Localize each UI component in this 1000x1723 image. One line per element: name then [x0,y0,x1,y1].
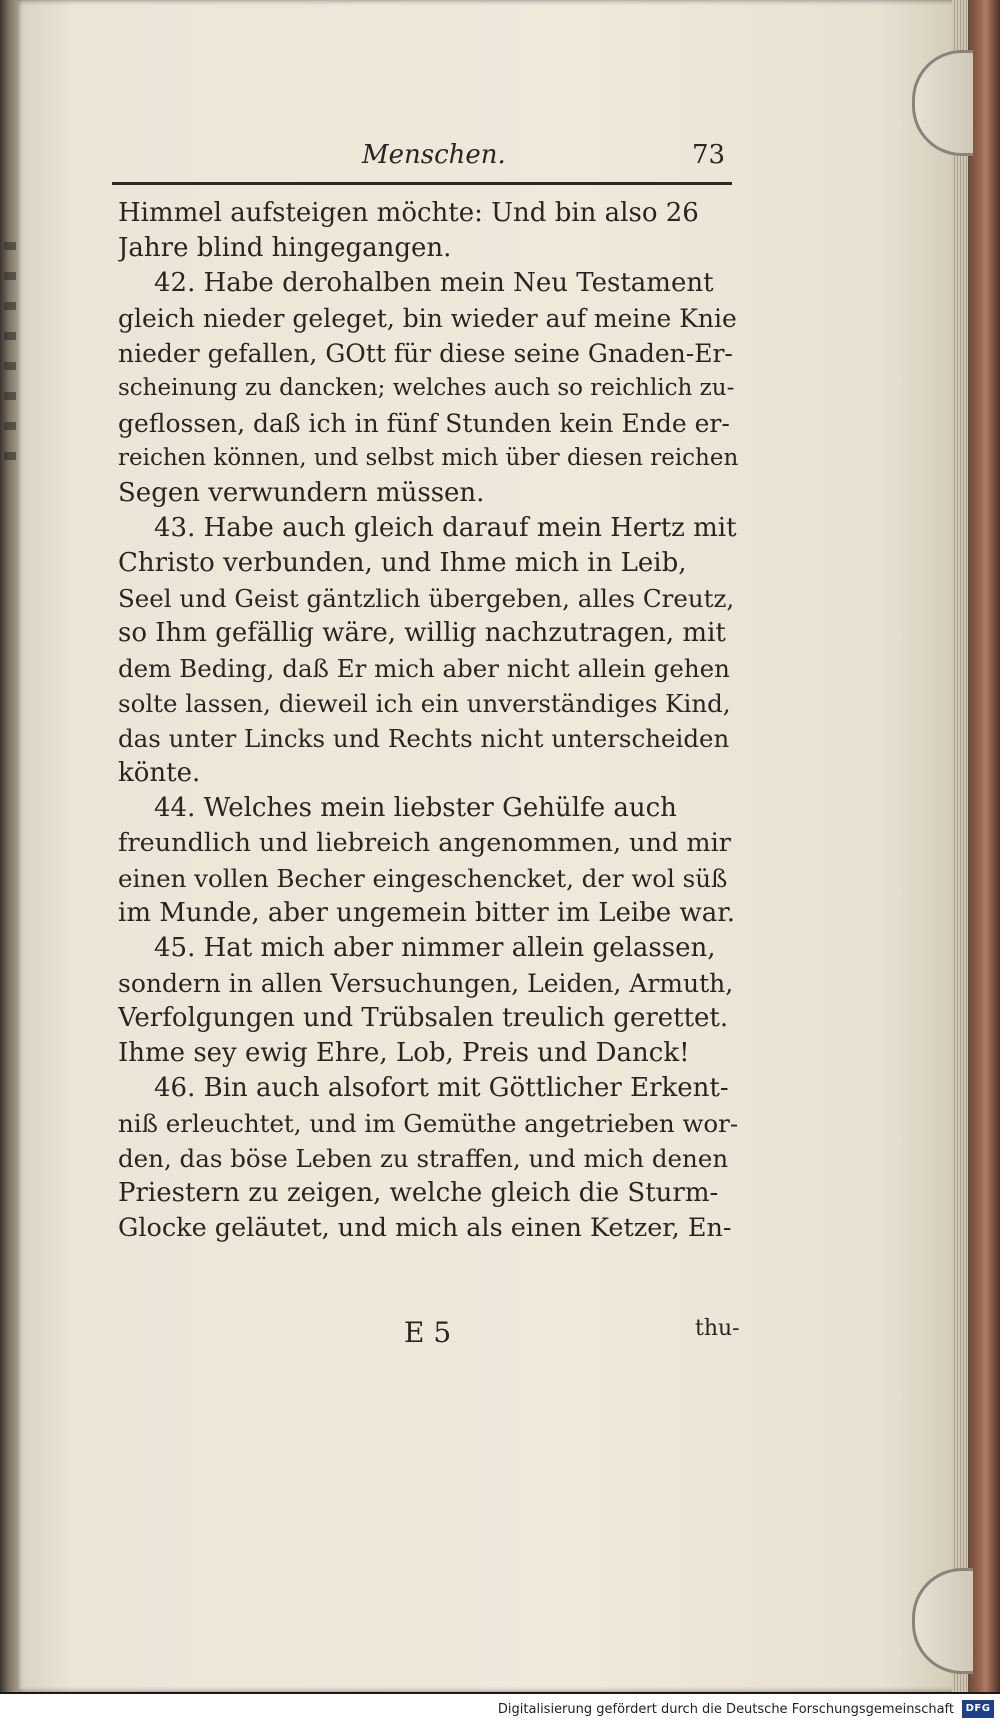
credit-bar [0,1692,1000,1723]
text-line: Christo verbunden, und Ihme mich in Leib, [118,548,687,578]
text-line: 42. Habe derohalben mein Neu Testament [154,268,714,298]
text-line: 45. Hat mich aber nimmer allein gelassen, [154,933,716,963]
text-line: könte. [118,758,201,788]
text-line: reichen können, und selbst mich über diesen reichen [118,445,738,471]
text-line: solte lassen, dieweil ich ein unverständiges Kind, [118,689,731,718]
text-line: niß erleuchtet, und im Gemüthe angetrieben wor- [118,1109,738,1138]
text-line: 46. Bin auch alsofort mit Göttlicher Erkent- [154,1073,729,1103]
text-line: Ihme sey ewig Ehre, Lob, Preis und Danck! [118,1038,690,1068]
header-rule [112,182,732,185]
text-line: Jahre blind hingegangen. [118,233,452,263]
text-line: Verfolgungen und Trübsalen treulich gerettet. [118,1003,729,1033]
book-cover-edge [968,0,1000,1723]
body-text [118,196,738,1246]
signature-mark: E 5 [404,1316,452,1349]
text-line: sondern in allen Versuchungen, Leiden, Armuth, [118,969,734,998]
text-line: 44. Welches mein liebster Gehülfe auch [154,793,677,823]
text-line: gleich nieder geleget, bin wieder auf meine Knie [118,304,737,333]
dfg-logo: DFG [962,1700,994,1718]
text-line: scheinung zu dancken; welches auch so reichlich zu- [118,375,735,401]
running-title: Menschen. [362,140,506,170]
text-line: das unter Lincks und Rechts nicht unterscheiden [118,724,730,753]
text-line: den, das böse Leben zu straffen, und mich denen [118,1144,729,1173]
page-number: 73 [692,140,726,170]
text-line: freundlich und liebreich angenommen, und mir [118,828,731,858]
text-line: Segen verwundern müssen. [118,478,485,508]
credit-text: Digitalisierung gefördert durch die Deutsche Forschungsgemeinschaft [497,1702,954,1717]
text-line: im Munde, aber ungemein bitter im Leibe war. [118,898,736,928]
text-line: Glocke geläutet, und mich als einen Ketzer, En- [118,1213,732,1243]
text-line: einen vollen Becher eingeschencket, der wol süß [118,864,728,893]
adjacent-page-text-fragments [4,220,16,480]
text-line: nieder gefallen, GOtt für diese seine Gnaden-Er- [118,339,733,368]
catchword: thu- [695,1316,740,1341]
text-line: so Ihm gefällig wäre, willig nachzutragen, mit [118,618,726,648]
text-line: Himmel aufsteigen möchte: Und bin also 26 [118,198,699,228]
text-line: geflossen, daß ich in fünf Stunden kein Ende er- [118,409,730,438]
text-line: Seel und Geist gäntzlich übergeben, alles Creutz, [118,584,735,613]
running-header [112,140,732,180]
text-line: 43. Habe auch gleich darauf mein Hertz mit [154,513,737,543]
text-line: Priestern zu zeigen, welche gleich die Sturm- [118,1178,719,1208]
text-line: dem Beding, daß Er mich aber nicht allein gehen [118,654,730,683]
